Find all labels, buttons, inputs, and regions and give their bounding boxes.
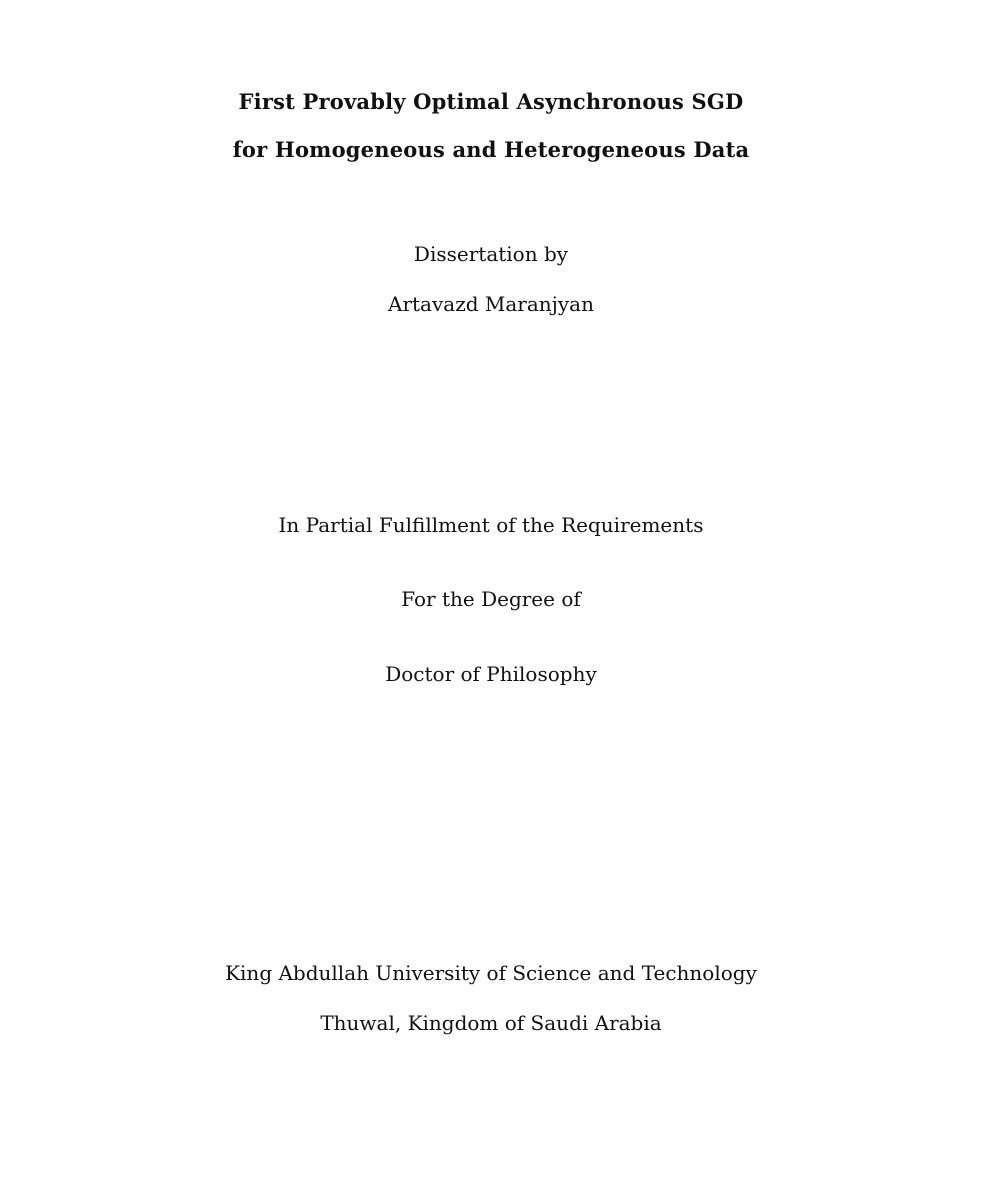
author-name: Artavazd Maranjyan [388,292,594,316]
title-line-2: for Homogeneous and Heterogeneous Data [232,137,750,162]
title-line-1: First Provably Optimal Asynchronous SGD [238,89,744,114]
dissertation-by-label: Dissertation by [413,242,569,266]
for-degree-line: For the Degree of [401,587,581,611]
institution-name: King Abdullah University of Science and Technology [225,961,757,985]
requirements-line: In Partial Fulfillment of the Requirements [278,513,704,537]
institution-location: Thuwal, Kingdom of Saudi Arabia [320,1011,662,1035]
degree-name: Doctor of Philosophy [385,662,597,686]
